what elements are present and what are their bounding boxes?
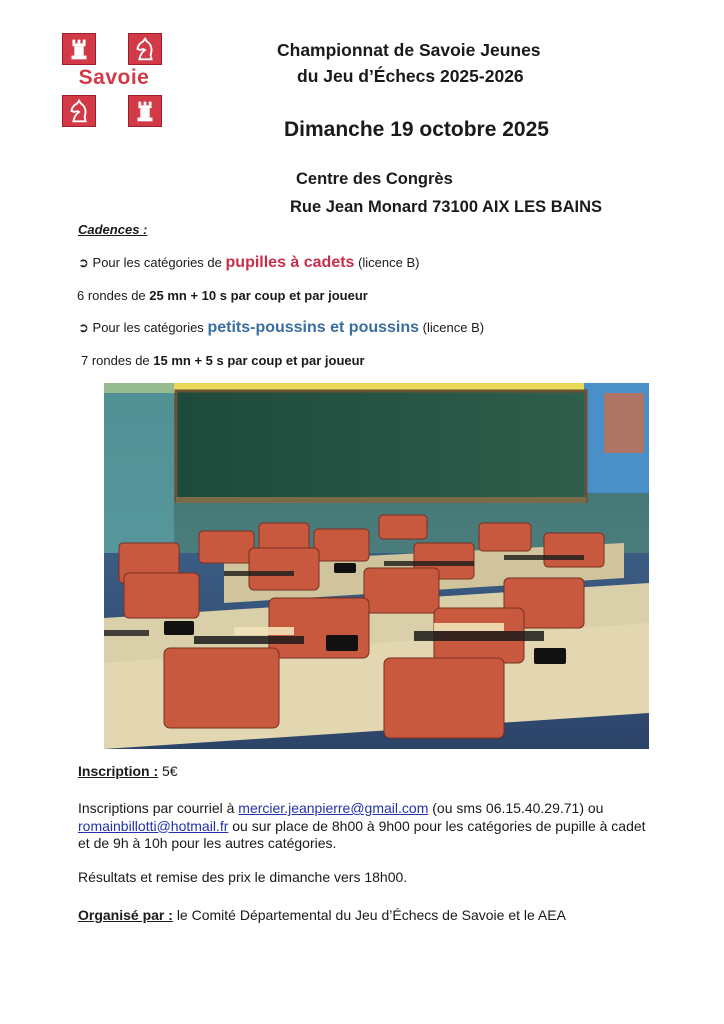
- inscription-details: [78, 800, 658, 853]
- rook-icon: [128, 95, 162, 127]
- logo-text: Savoie: [78, 66, 150, 89]
- organizer-label: Organisé par :: [78, 907, 173, 923]
- title-line-2: du Jeu d’Échecs 2025-2026: [297, 66, 524, 86]
- cadence-1-prefix: Pour les catégories de: [92, 255, 222, 270]
- organizer-text: le Comité Départemental du Jeu d’Échecs de Savoie et le AEA: [176, 907, 566, 923]
- inscription-line: [78, 763, 178, 781]
- title-line-1: Championnat de Savoie Jeunes: [277, 40, 541, 60]
- chess-classroom-photo: [104, 383, 649, 749]
- email-link-1[interactable]: mercier.jeanpierre@gmail.com: [238, 800, 429, 816]
- venue-name: Centre des Congrès: [296, 170, 453, 188]
- cadence-1-suffix: (licence B): [358, 255, 420, 270]
- rounds-2-detail: 15 mn + 5 s par coup et par joueur: [153, 353, 365, 368]
- event-date: Dimanche 19 octobre 2025: [284, 118, 549, 141]
- rounds-1-detail: 25 mn + 10 s par coup et par joueur: [149, 288, 368, 303]
- rook-icon: [62, 33, 96, 65]
- cadence-1-highlight: pupilles à cadets: [225, 254, 355, 271]
- rounds-2-prefix: 7 rondes de: [81, 353, 150, 368]
- arrow-icon: ➲: [78, 320, 89, 335]
- cadence-2-prefix: Pour les catégories: [92, 320, 204, 335]
- results-text: Résultats et remise des prix le dimanche vers 18h00.: [78, 869, 408, 885]
- inscription-price: 5€: [162, 763, 178, 779]
- venue-address: Rue Jean Monard 73100 AIX LES BAINS: [290, 198, 603, 216]
- arrow-icon: ➲: [78, 255, 89, 270]
- inscription-text-2: (ou sms 06.15.40.29.71) ou: [432, 800, 604, 816]
- cadence-item-1: [78, 254, 420, 272]
- knight-icon: [128, 33, 162, 65]
- email-link-2[interactable]: romainbillotti@hotmail.fr: [78, 817, 229, 834]
- cadence-rounds-1: [77, 288, 368, 303]
- cadence-2-highlight: petits-poussins et poussins: [207, 319, 420, 336]
- organizer-line: [78, 907, 566, 925]
- inscription-text-1: Inscriptions par courriel à: [78, 800, 235, 816]
- rounds-1-prefix: 6 rondes de: [77, 288, 146, 303]
- cadences-label: Cadences :: [78, 222, 148, 237]
- cadence-item-2: [78, 319, 484, 337]
- knight-icon: [62, 95, 96, 127]
- inscription-label: Inscription :: [78, 763, 159, 779]
- cadence-2-suffix: (licence B): [422, 320, 485, 335]
- cadence-rounds-2: [81, 353, 365, 368]
- savoie-logo: [60, 33, 170, 129]
- inscription-text-3: ou sur place de 8h00 à 9h00 pour les catégories de pupille à cadet et de 9h à 10h pour les autres catégories.: [78, 817, 646, 851]
